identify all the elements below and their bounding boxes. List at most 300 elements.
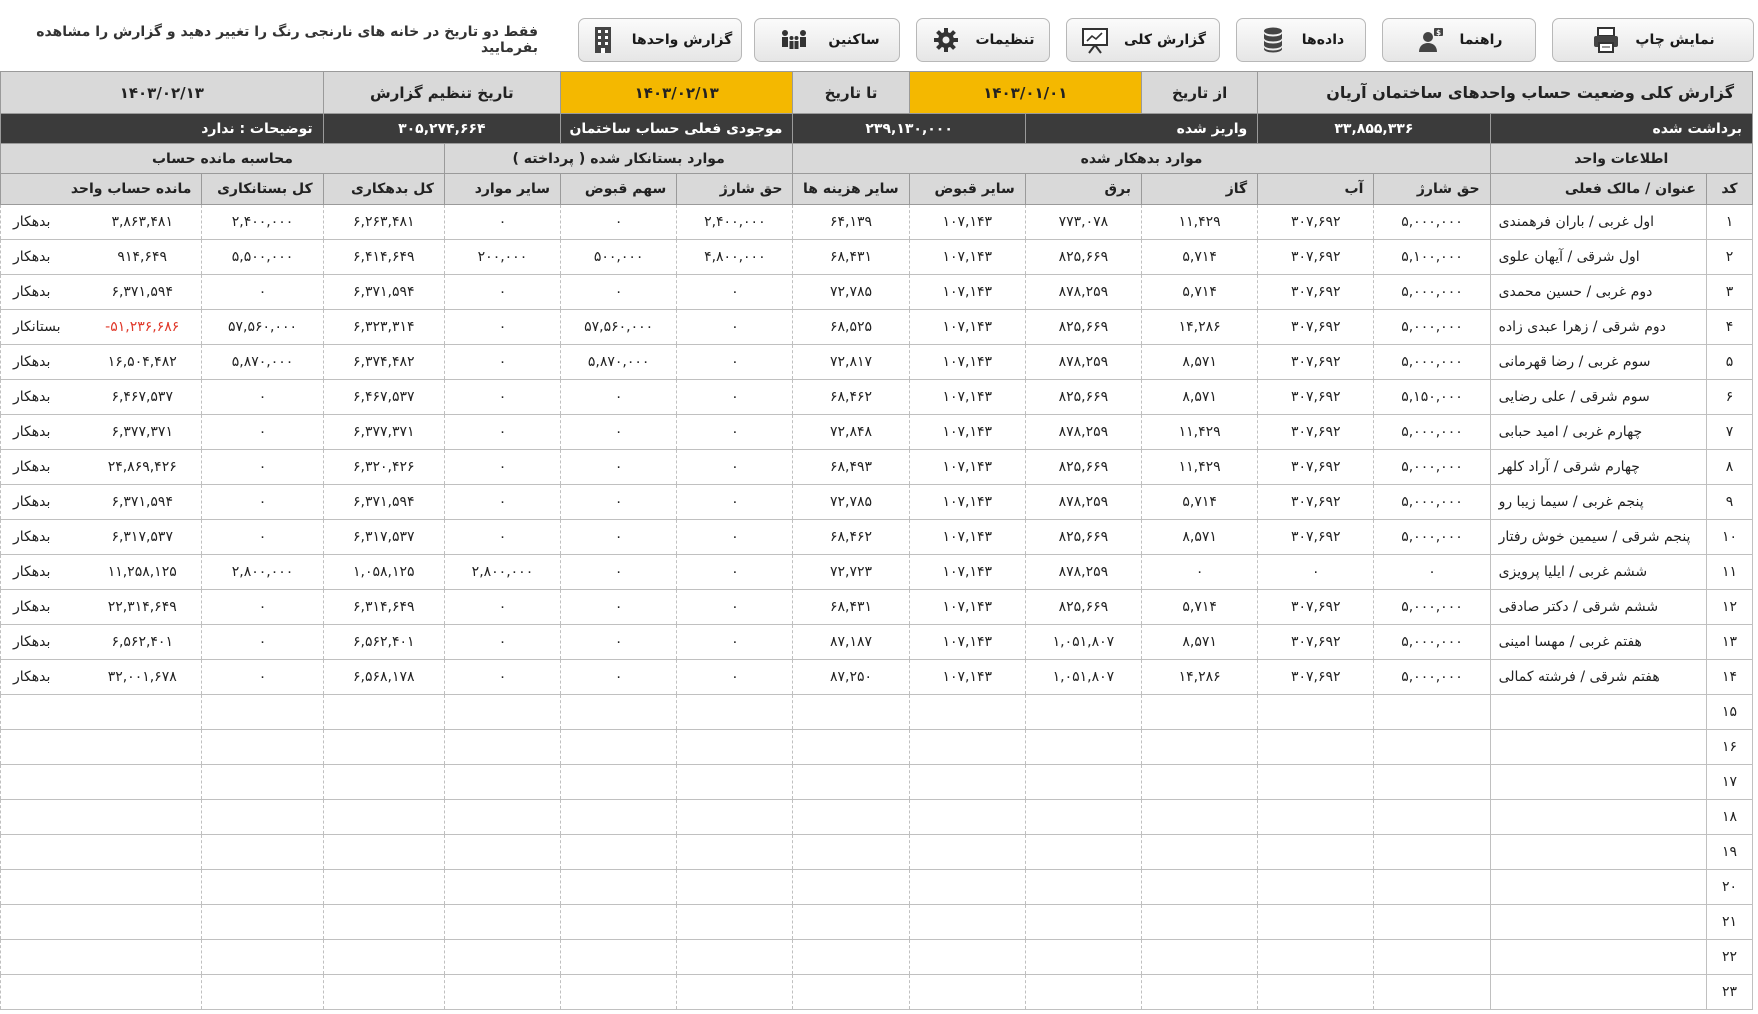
- empty-cell: [909, 695, 1025, 730]
- empty-cell: [1025, 835, 1141, 870]
- empty-cell: [444, 905, 560, 940]
- cell-pcharge: ۰: [677, 520, 793, 555]
- empty-cell: [1258, 800, 1374, 835]
- family-icon: [774, 25, 814, 55]
- cell-charge: ۵,۰۰۰,۰۰۰: [1374, 275, 1490, 310]
- unit-code: ۱۲: [1706, 590, 1752, 625]
- cell-oitems: ۰: [444, 310, 560, 345]
- empty-cell: [561, 800, 677, 835]
- cell-charge: ۵,۰۰۰,۰۰۰: [1374, 590, 1490, 625]
- cell-charge: ۵,۰۰۰,۰۰۰: [1374, 450, 1490, 485]
- balance-value: ۲۲,۳۱۴,۶۴۹: [107, 599, 177, 615]
- cell-ocost: ۷۲,۸۱۷: [793, 345, 909, 380]
- cell-balance: [1, 660, 202, 695]
- cell-bshare: ۰: [561, 275, 677, 310]
- empty-cell: [909, 940, 1025, 975]
- cell-pcharge: ۰: [677, 485, 793, 520]
- cell-water: ۳۰۷,۶۹۲: [1258, 520, 1374, 555]
- balance-value: ۳۲,۰۰۱,۶۷۸: [107, 669, 177, 685]
- instruction-note: فقط دو تاریخ در خانه های نارنجی رنگ را تغییر دهید و گزارش را مشاهده بفرمایید: [36, 24, 538, 56]
- empty-cell: [202, 940, 323, 975]
- gear-icon: [931, 25, 961, 55]
- cell-tdebit: ۶,۳۱۴,۶۴۹: [323, 590, 444, 625]
- cell-pcharge: ۰: [677, 625, 793, 660]
- cell-obills: ۱۰۷,۱۴۳: [909, 240, 1025, 275]
- cell-charge: ۵,۰۰۰,۰۰۰: [1374, 205, 1490, 240]
- unit-owner: پنجم شرقی / سیمین خوش رفتار: [1490, 520, 1706, 555]
- cell-pcharge: ۰: [677, 415, 793, 450]
- empty-cell: [1142, 940, 1258, 975]
- empty-cell: [1142, 695, 1258, 730]
- cell-tcredit: ۰: [202, 625, 323, 660]
- empty-cell: [1142, 975, 1258, 1010]
- cell-tcredit: ۰: [202, 660, 323, 695]
- cell-bshare: ۰: [561, 485, 677, 520]
- empty-cell: [909, 800, 1025, 835]
- cell-water: ۳۰۷,۶۹۲: [1258, 310, 1374, 345]
- empty-cell: [793, 765, 909, 800]
- svg-text:$: $: [1435, 29, 1441, 37]
- print-preview-button[interactable]: [1552, 18, 1754, 62]
- from-date-cell[interactable]: ۱۴۰۳/۰۱/۰۱: [909, 72, 1141, 114]
- user-help-icon: [1416, 25, 1446, 55]
- balance-value: ۶,۳۷۱,۵۹۴: [111, 494, 173, 510]
- cell-charge: ۵,۰۰۰,۰۰۰: [1374, 345, 1490, 380]
- cell-ocost: ۶۸,۴۶۲: [793, 520, 909, 555]
- cell-elec: ۸۲۵,۶۶۹: [1025, 520, 1141, 555]
- empty-cell: [1, 765, 202, 800]
- empty-cell: [1025, 975, 1141, 1010]
- balance-value: ۹۱۴,۶۴۹: [117, 249, 167, 265]
- empty-cell: [793, 975, 909, 1010]
- units-report-button[interactable]: [578, 18, 742, 62]
- toolbar: [0, 0, 1758, 70]
- report-date-value: ۱۴۰۳/۰۲/۱۳: [1, 72, 324, 114]
- col-other-bills: سایر قبوض: [909, 174, 1025, 205]
- empty-row: [1, 835, 1753, 870]
- help-label: راهنما: [1459, 32, 1503, 48]
- cell-oitems: ۰: [444, 415, 560, 450]
- report-date-label: تاریخ تنظیم گزارش: [323, 72, 560, 114]
- withdrawn-label: برداشت شده: [1490, 114, 1752, 144]
- empty-cell: [1374, 975, 1490, 1010]
- empty-cell: [1025, 940, 1141, 975]
- empty-cell: [323, 905, 444, 940]
- empty-cell: [1, 905, 202, 940]
- cell-balance: [1, 485, 202, 520]
- empty-cell: [677, 695, 793, 730]
- cell-elec: ۸۲۵,۶۶۹: [1025, 240, 1141, 275]
- to-date-cell[interactable]: ۱۴۰۳/۰۲/۱۳: [561, 72, 793, 114]
- empty-cell: [1025, 765, 1141, 800]
- cell-obills: ۱۰۷,۱۴۳: [909, 345, 1025, 380]
- unit-code: ۱۹: [1706, 835, 1752, 870]
- table-row: [1, 310, 1753, 345]
- column-header-row: [1, 174, 1753, 205]
- balance-status: بدهکار: [13, 424, 51, 440]
- unit-owner: دوم شرقی / زهرا عبدی زاده: [1490, 310, 1706, 345]
- cell-oitems: ۰: [444, 625, 560, 660]
- cell-tcredit: ۵,۸۷۰,۰۰۰: [202, 345, 323, 380]
- empty-cell: [909, 905, 1025, 940]
- unit-code: ۲۳: [1706, 975, 1752, 1010]
- cell-balance: [1, 380, 202, 415]
- cell-water: ۳۰۷,۶۹۲: [1258, 205, 1374, 240]
- cell-balance: [1, 520, 202, 555]
- empty-cell: [1025, 800, 1141, 835]
- presentation-chart-icon: [1080, 25, 1110, 55]
- residents-button[interactable]: [754, 18, 900, 62]
- empty-cell: [793, 730, 909, 765]
- group-header-row: [1, 144, 1753, 174]
- balance-value: ۱۶,۵۰۴,۴۸۲: [107, 354, 177, 370]
- balance-label: موجودی فعلی حساب ساختمان: [561, 114, 793, 144]
- cell-elec: ۷۷۳,۰۷۸: [1025, 205, 1141, 240]
- cell-tcredit: ۲,۸۰۰,۰۰۰: [202, 555, 323, 590]
- cell-ocost: ۶۸,۵۲۵: [793, 310, 909, 345]
- unit-owner: [1490, 765, 1706, 800]
- cell-gas: ۸,۵۷۱: [1142, 345, 1258, 380]
- cell-tdebit: ۶,۳۷۷,۳۷۱: [323, 415, 444, 450]
- empty-cell: [444, 940, 560, 975]
- help-button[interactable]: [1382, 18, 1536, 62]
- cell-elec: ۸۷۸,۲۵۹: [1025, 555, 1141, 590]
- empty-cell: [1, 870, 202, 905]
- balance-value: ۳,۸۶۳,۴۸۱: [111, 214, 173, 230]
- cell-water: ۳۰۷,۶۹۲: [1258, 345, 1374, 380]
- cell-obills: ۱۰۷,۱۴۳: [909, 205, 1025, 240]
- cell-ocost: ۷۲,۸۴۸: [793, 415, 909, 450]
- cell-tdebit: ۱,۰۵۸,۱۲۵: [323, 555, 444, 590]
- col-gas: گاز: [1142, 174, 1258, 205]
- cell-elec: ۸۷۸,۲۵۹: [1025, 415, 1141, 450]
- empty-cell: [677, 870, 793, 905]
- empty-cell: [1258, 940, 1374, 975]
- cell-oitems: ۲۰۰,۰۰۰: [444, 240, 560, 275]
- unit-owner: اول شرقی / آیهان علوی: [1490, 240, 1706, 275]
- cell-oitems: ۰: [444, 520, 560, 555]
- col-electricity: برق: [1025, 174, 1141, 205]
- empty-row: [1, 730, 1753, 765]
- empty-row: [1, 765, 1753, 800]
- cell-elec: ۸۲۵,۶۶۹: [1025, 450, 1141, 485]
- group-credits: موارد بستانکار شده ( پرداخته ): [444, 144, 793, 174]
- empty-cell: [909, 835, 1025, 870]
- cell-bshare: ۵۷,۵۶۰,۰۰۰: [561, 310, 677, 345]
- unit-owner: سوم شرقی / علی رضایی: [1490, 380, 1706, 415]
- unit-code: ۱: [1706, 205, 1752, 240]
- empty-cell: [1142, 835, 1258, 870]
- empty-row: [1, 905, 1753, 940]
- cell-balance: [1, 345, 202, 380]
- unit-owner: چهارم شرقی / آراد کلهر: [1490, 450, 1706, 485]
- cell-tcredit: ۰: [202, 275, 323, 310]
- cell-obills: ۱۰۷,۱۴۳: [909, 555, 1025, 590]
- empty-cell: [1, 730, 202, 765]
- empty-cell: [909, 765, 1025, 800]
- empty-cell: [1025, 730, 1141, 765]
- balance-status: بدهکار: [13, 634, 51, 650]
- cell-gas: ۸,۵۷۱: [1142, 625, 1258, 660]
- unit-code: ۱۳: [1706, 625, 1752, 660]
- units-report-label: گزارش واحدها: [631, 32, 733, 48]
- empty-cell: [1258, 730, 1374, 765]
- unit-owner: سوم غربی / رضا قهرمانی: [1490, 345, 1706, 380]
- empty-cell: [444, 765, 560, 800]
- empty-row: [1, 800, 1753, 835]
- cell-water: ۳۰۷,۶۹۲: [1258, 275, 1374, 310]
- balance-value: ۲۴,۸۶۹,۴۲۶: [107, 459, 177, 475]
- cell-tcredit: ۵,۵۰۰,۰۰۰: [202, 240, 323, 275]
- cell-water: ۳۰۷,۶۹۲: [1258, 380, 1374, 415]
- empty-cell: [677, 800, 793, 835]
- col-code: کد: [1706, 174, 1752, 205]
- cell-tcredit: ۰: [202, 485, 323, 520]
- cell-elec: ۸۷۸,۲۵۹: [1025, 345, 1141, 380]
- empty-row: [1, 940, 1753, 975]
- printer-icon: [1591, 25, 1621, 55]
- cell-charge: ۵,۰۰۰,۰۰۰: [1374, 310, 1490, 345]
- report-title: گزارش کلی وضعیت حساب واحدهای ساختمان آریان: [1258, 72, 1753, 114]
- empty-cell: [323, 730, 444, 765]
- empty-row: [1, 695, 1753, 730]
- cell-bshare: ۰: [561, 380, 677, 415]
- withdrawn-value: ۳۳,۸۵۵,۳۳۶: [1258, 114, 1490, 144]
- unit-code: ۲: [1706, 240, 1752, 275]
- empty-cell: [323, 800, 444, 835]
- cell-oitems: ۰: [444, 380, 560, 415]
- empty-cell: [1374, 870, 1490, 905]
- col-other-items: سایر موارد: [444, 174, 560, 205]
- cell-gas: ۸,۵۷۱: [1142, 380, 1258, 415]
- cell-gas: ۵,۷۱۴: [1142, 485, 1258, 520]
- cell-tdebit: ۶,۴۱۴,۶۴۹: [323, 240, 444, 275]
- cell-pcharge: ۰: [677, 450, 793, 485]
- cell-gas: ۰: [1142, 555, 1258, 590]
- unit-code: ۸: [1706, 450, 1752, 485]
- unit-owner: [1490, 940, 1706, 975]
- cell-tcredit: ۰: [202, 450, 323, 485]
- cell-charge: ۵,۰۰۰,۰۰۰: [1374, 625, 1490, 660]
- col-name: عنوان / مالک فعلی: [1490, 174, 1706, 205]
- balance-status: بدهکار: [13, 214, 51, 230]
- cell-balance: [1, 450, 202, 485]
- cell-oitems: ۰: [444, 205, 560, 240]
- col-total-credit: کل بستانکاری: [202, 174, 323, 205]
- empty-cell: [909, 870, 1025, 905]
- empty-cell: [561, 975, 677, 1010]
- empty-cell: [909, 730, 1025, 765]
- group-balance-calc: محاسبه مانده حساب: [1, 144, 445, 174]
- table-row: [1, 520, 1753, 555]
- notes-label: توضیحات : ندارد: [1, 114, 324, 144]
- table-row: [1, 590, 1753, 625]
- empty-cell: [1374, 730, 1490, 765]
- cell-balance: [1, 415, 202, 450]
- settings-button[interactable]: [916, 18, 1050, 62]
- table-row: [1, 625, 1753, 660]
- empty-cell: [793, 870, 909, 905]
- balance-value: ۶,۳۷۷,۳۷۱: [111, 424, 173, 440]
- empty-cell: [677, 975, 793, 1010]
- empty-cell: [1, 940, 202, 975]
- cell-gas: ۱۴,۲۸۶: [1142, 660, 1258, 695]
- unit-owner: [1490, 975, 1706, 1010]
- cell-tcredit: ۵۷,۵۶۰,۰۰۰: [202, 310, 323, 345]
- cell-pcharge: ۰: [677, 380, 793, 415]
- cell-gas: ۵,۷۱۴: [1142, 590, 1258, 625]
- cell-water: ۳۰۷,۶۹۲: [1258, 450, 1374, 485]
- empty-cell: [202, 730, 323, 765]
- empty-cell: [561, 905, 677, 940]
- empty-cell: [1258, 695, 1374, 730]
- cell-obills: ۱۰۷,۱۴۳: [909, 380, 1025, 415]
- empty-cell: [323, 695, 444, 730]
- empty-cell: [793, 695, 909, 730]
- col-paid-charge: حق شارژ: [677, 174, 793, 205]
- cell-ocost: ۸۷,۱۸۷: [793, 625, 909, 660]
- balance-value: ۶,۵۶۲,۴۰۱: [111, 634, 173, 650]
- balance-status: بدهکار: [13, 494, 51, 510]
- empty-cell: [1374, 800, 1490, 835]
- cell-pcharge: ۴,۸۰۰,۰۰۰: [677, 240, 793, 275]
- empty-cell: [1374, 695, 1490, 730]
- cell-balance: [1, 555, 202, 590]
- empty-cell: [561, 835, 677, 870]
- empty-cell: [793, 940, 909, 975]
- empty-cell: [793, 800, 909, 835]
- cell-charge: ۵,۰۰۰,۰۰۰: [1374, 520, 1490, 555]
- empty-cell: [677, 835, 793, 870]
- unit-owner: ششم شرقی / دکتر صادقی: [1490, 590, 1706, 625]
- to-date-label: تا تاریخ: [793, 72, 909, 114]
- cell-water: ۳۰۷,۶۹۲: [1258, 660, 1374, 695]
- cell-tcredit: ۰: [202, 590, 323, 625]
- empty-cell: [202, 905, 323, 940]
- empty-cell: [444, 870, 560, 905]
- cell-tcredit: ۰: [202, 380, 323, 415]
- cell-tcredit: ۲,۴۰۰,۰۰۰: [202, 205, 323, 240]
- empty-cell: [444, 835, 560, 870]
- cell-tdebit: ۶,۳۲۳,۳۱۴: [323, 310, 444, 345]
- empty-cell: [793, 905, 909, 940]
- empty-row: [1, 975, 1753, 1010]
- balance-value: ۶,۴۶۷,۵۳۷: [111, 389, 173, 405]
- cell-oitems: ۰: [444, 275, 560, 310]
- cell-oitems: ۰: [444, 450, 560, 485]
- empty-cell: [444, 800, 560, 835]
- table-row: [1, 275, 1753, 310]
- cell-ocost: ۷۲,۷۸۵: [793, 485, 909, 520]
- cell-charge: ۵,۱۰۰,۰۰۰: [1374, 240, 1490, 275]
- cell-balance: [1, 625, 202, 660]
- cell-tdebit: ۶,۳۷۱,۵۹۴: [323, 275, 444, 310]
- empty-row: [1, 870, 1753, 905]
- unit-owner: هفتم غربی / مهسا امینی: [1490, 625, 1706, 660]
- data-label: داده‌ها: [1301, 32, 1345, 48]
- table-row: [1, 345, 1753, 380]
- cell-gas: ۱۱,۴۲۹: [1142, 205, 1258, 240]
- balance-status: بدهکار: [13, 284, 51, 300]
- general-report-button[interactable]: [1066, 18, 1220, 62]
- empty-cell: [202, 765, 323, 800]
- unit-owner: هفتم شرقی / فرشته کمالی: [1490, 660, 1706, 695]
- cell-oitems: ۰: [444, 345, 560, 380]
- empty-cell: [202, 800, 323, 835]
- unit-code: ۹: [1706, 485, 1752, 520]
- cell-tdebit: ۶,۳۷۱,۵۹۴: [323, 485, 444, 520]
- empty-cell: [909, 975, 1025, 1010]
- balance-status: بدهکار: [13, 389, 51, 405]
- cell-pcharge: ۰: [677, 660, 793, 695]
- cell-bshare: ۰: [561, 205, 677, 240]
- unit-owner: [1490, 800, 1706, 835]
- cell-obills: ۱۰۷,۱۴۳: [909, 415, 1025, 450]
- cell-obills: ۱۰۷,۱۴۳: [909, 520, 1025, 555]
- col-total-debit: کل بدهکاری: [323, 174, 444, 205]
- unit-code: ۱۴: [1706, 660, 1752, 695]
- cell-tdebit: ۶,۲۶۳,۴۸۱: [323, 205, 444, 240]
- cell-tdebit: ۶,۳۲۰,۴۲۶: [323, 450, 444, 485]
- unit-owner: [1490, 835, 1706, 870]
- balance-value: ۶,۳۱۷,۵۳۷: [111, 529, 173, 545]
- empty-cell: [677, 940, 793, 975]
- balance-status: بدهکار: [13, 599, 51, 615]
- empty-cell: [561, 870, 677, 905]
- cell-elec: ۸۲۵,۶۶۹: [1025, 380, 1141, 415]
- unit-owner: پنجم غربی / سیما زیبا رو: [1490, 485, 1706, 520]
- table-row: [1, 485, 1753, 520]
- cell-tdebit: ۶,۵۶۸,۱۷۸: [323, 660, 444, 695]
- general-report-label: گزارش کلی: [1124, 32, 1206, 48]
- group-unit-info: اطلاعات واحد: [1490, 144, 1752, 174]
- unit-code: ۵: [1706, 345, 1752, 380]
- empty-cell: [202, 835, 323, 870]
- cell-charge: ۵,۰۰۰,۰۰۰: [1374, 660, 1490, 695]
- cell-bshare: ۵۰۰,۰۰۰: [561, 240, 677, 275]
- cell-ocost: ۶۸,۴۳۱: [793, 590, 909, 625]
- cell-water: ۳۰۷,۶۹۲: [1258, 625, 1374, 660]
- empty-cell: [323, 975, 444, 1010]
- unit-code: ۱۵: [1706, 695, 1752, 730]
- empty-cell: [1258, 835, 1374, 870]
- table-row: [1, 660, 1753, 695]
- empty-cell: [677, 905, 793, 940]
- unit-code: ۱۸: [1706, 800, 1752, 835]
- cell-obills: ۱۰۷,۱۴۳: [909, 310, 1025, 345]
- unit-code: ۱۰: [1706, 520, 1752, 555]
- cell-balance: [1, 240, 202, 275]
- cell-balance: [1, 590, 202, 625]
- empty-cell: [677, 730, 793, 765]
- cell-bshare: ۰: [561, 415, 677, 450]
- cell-tdebit: ۶,۴۶۷,۵۳۷: [323, 380, 444, 415]
- cell-obills: ۱۰۷,۱۴۳: [909, 450, 1025, 485]
- empty-cell: [444, 695, 560, 730]
- balance-value: ۳۰۵,۲۷۴,۶۶۴: [323, 114, 560, 144]
- empty-cell: [444, 730, 560, 765]
- unit-owner: [1490, 695, 1706, 730]
- table-row: [1, 240, 1753, 275]
- empty-cell: [1142, 800, 1258, 835]
- cell-ocost: ۸۷,۲۵۰: [793, 660, 909, 695]
- data-button[interactable]: [1236, 18, 1366, 62]
- table-row: [1, 380, 1753, 415]
- empty-cell: [1, 800, 202, 835]
- empty-cell: [1, 835, 202, 870]
- empty-cell: [1374, 765, 1490, 800]
- unit-code: ۶: [1706, 380, 1752, 415]
